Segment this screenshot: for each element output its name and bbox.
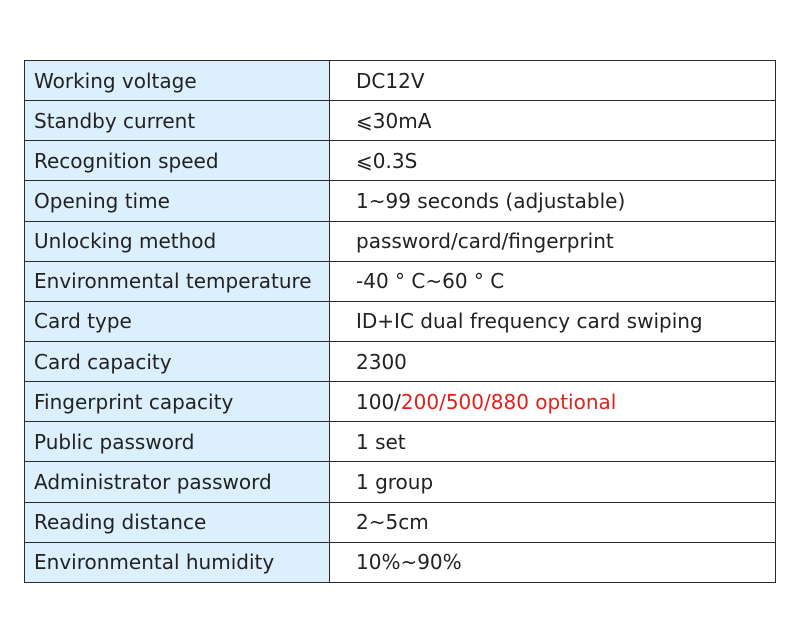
table-row [25, 221, 776, 261]
spec-label: Standby current [25, 101, 330, 141]
table-row [25, 261, 776, 301]
spec-label: Reading distance [25, 502, 330, 542]
table-row [25, 382, 776, 422]
spec-label: Unlocking method [25, 221, 330, 261]
spec-label: Environmental humidity [25, 542, 330, 582]
spec-value: 1 group [330, 462, 776, 502]
spec-value: ⩽0.3S [330, 141, 776, 181]
table-row [25, 422, 776, 462]
spec-label: Card capacity [25, 341, 330, 381]
spec-table [24, 60, 776, 583]
table-row [25, 502, 776, 542]
table-row [25, 61, 776, 101]
table-row [25, 181, 776, 221]
spec-label: Administrator password [25, 462, 330, 502]
spec-label: Card type [25, 301, 330, 341]
spec-label: Public password [25, 422, 330, 462]
table-row [25, 462, 776, 502]
table-row [25, 101, 776, 141]
spec-value: 2300 [330, 341, 776, 381]
spec-value: -40 ° C~60 ° C [330, 261, 776, 301]
spec-label: Fingerprint capacity [25, 382, 330, 422]
spec-label: Opening time [25, 181, 330, 221]
table-row [25, 341, 776, 381]
spec-value: ID+IC dual frequency card swiping [330, 301, 776, 341]
spec-value-highlight: 200/500/880 optional [400, 389, 617, 414]
spec-value: ⩽30mA [330, 101, 776, 141]
spec-value: 1~99 seconds (adjustable) [330, 181, 776, 221]
spec-label: Recognition speed [25, 141, 330, 181]
spec-value [330, 382, 776, 422]
spec-label: Working voltage [25, 61, 330, 101]
spec-value: 10%~90% [330, 542, 776, 582]
spec-value-plain: 100/ [356, 389, 401, 414]
spec-label: Environmental temperature [25, 261, 330, 301]
spec-value: 2~5cm [330, 502, 776, 542]
spec-value: DC12V [330, 61, 776, 101]
table-row [25, 141, 776, 181]
table-row [25, 542, 776, 582]
spec-value: password/card/fingerprint [330, 221, 776, 261]
spec-value: 1 set [330, 422, 776, 462]
table-row [25, 301, 776, 341]
